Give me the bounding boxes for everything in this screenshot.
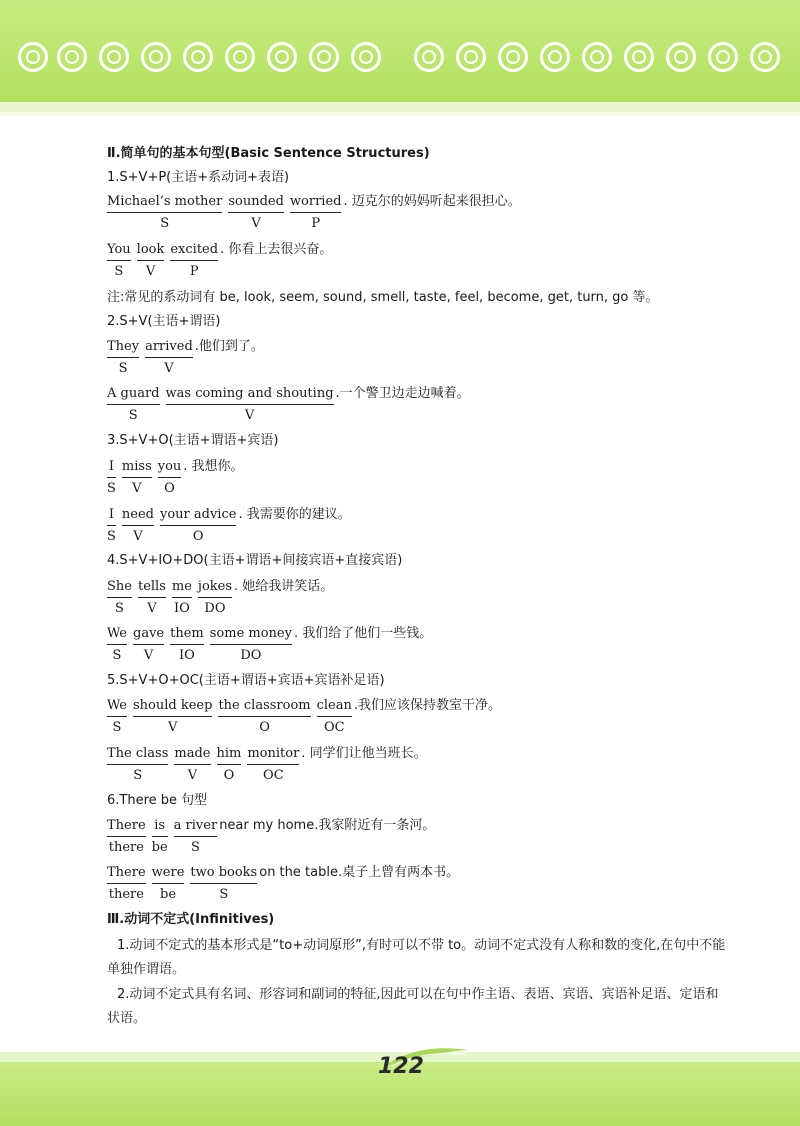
constituent-word: I	[107, 459, 116, 478]
constituent-word: Michael’s mother	[107, 194, 222, 213]
constituent-word: some money	[210, 626, 292, 645]
constituent-label: there	[108, 887, 144, 902]
constituent	[107, 746, 168, 785]
constituent-word: There	[107, 865, 146, 884]
constituent	[107, 242, 131, 281]
constituent-word: a river	[174, 818, 218, 837]
constituent	[172, 579, 192, 618]
constituent	[122, 507, 154, 546]
constituent	[190, 865, 257, 904]
constituent-label: OC	[263, 768, 284, 783]
constituent-word: should keep	[133, 698, 212, 717]
constituent-word: She	[107, 579, 132, 598]
constituent-label: V	[168, 720, 178, 735]
constituent-label: S	[190, 840, 200, 855]
constituent-word: worried	[290, 194, 342, 213]
constituent	[107, 698, 127, 737]
constituent-word: him	[217, 746, 242, 765]
constituent-label: V	[251, 216, 261, 231]
example-2a	[107, 339, 264, 378]
constituent	[166, 386, 334, 425]
constituent	[137, 242, 165, 281]
constituent-label: P	[311, 216, 321, 231]
constituent	[174, 818, 218, 857]
constituent-label: be	[160, 887, 177, 902]
constituent	[133, 698, 212, 737]
example-1a	[107, 194, 521, 233]
constituent	[122, 459, 152, 498]
translation: .我们应该保持教室干净。	[353, 698, 502, 713]
constituent	[145, 339, 193, 378]
example-5b	[107, 746, 427, 785]
constituent	[152, 818, 168, 857]
pattern-6-heading: 6.There be 句型	[107, 793, 208, 808]
constituent-word: sounded	[228, 194, 284, 213]
pattern-5-heading: 5.S+V+O+OC(主语+谓语+宾语+宾语补足语)	[107, 673, 385, 688]
constituent-word: clean	[317, 698, 352, 717]
constituent-word: There	[107, 818, 146, 837]
constituent-word: were	[152, 865, 185, 884]
constituent	[160, 507, 236, 546]
constituent	[170, 626, 204, 665]
constituent-label: V	[133, 529, 143, 544]
constituent-label: S	[160, 216, 170, 231]
translation: . 你看上去很兴奋。	[220, 242, 333, 257]
constituent-label: DO	[204, 601, 226, 616]
translation: . 同学们让他当班长。	[301, 746, 427, 761]
constituent-label: IO	[174, 601, 190, 616]
constituent	[228, 194, 284, 233]
example-3b	[107, 507, 351, 546]
constituent-word: tells	[138, 579, 166, 598]
example-6a	[107, 818, 435, 857]
constituent	[317, 698, 352, 737]
constituent	[158, 459, 182, 498]
constituent-word: need	[122, 507, 154, 526]
constituent-word: miss	[122, 459, 152, 478]
example-3a	[107, 459, 244, 498]
constituent-word: them	[170, 626, 204, 645]
constituent	[107, 865, 146, 904]
constituent	[174, 746, 210, 785]
constituent-label: S	[133, 768, 143, 783]
infinitive-paragraph-2: 2.动词不定式具有名词、形容词和副词的特征,因此可以在句中作主语、表语、宾语、宾语补足语、定语和状语。	[107, 987, 719, 1026]
constituent-label: S	[107, 481, 116, 496]
pattern-2-heading: 2.S+V(主语+谓语)	[107, 314, 221, 329]
constituent-label: S	[128, 408, 138, 423]
constituent-label: O	[223, 768, 235, 783]
translation: .他们到了。	[194, 339, 264, 354]
constituent	[290, 194, 342, 233]
constituent	[198, 579, 232, 618]
constituent-label: S	[118, 361, 128, 376]
translation: . 我们给了他们一些钱。	[293, 626, 433, 641]
constituent	[107, 459, 116, 498]
pattern-4-heading: 4.S+V+IO+DO(主语+谓语+间接宾语+直接宾语)	[107, 553, 403, 568]
constituent	[107, 579, 132, 618]
constituent-label: V	[147, 601, 157, 616]
constituent-label: IO	[179, 648, 195, 663]
constituent-label: P	[189, 264, 199, 279]
constituent-label: S	[114, 264, 124, 279]
example-2b	[107, 386, 470, 425]
constituent	[107, 386, 160, 425]
constituent-word: me	[172, 579, 192, 598]
constituent-word: is	[152, 818, 168, 837]
pattern-3-heading: 3.S+V+O(主语+谓语+宾语)	[107, 433, 279, 448]
example-4b	[107, 626, 432, 665]
pattern-1-heading: 1.S+V+P(主语+系动词+表语)	[107, 170, 290, 185]
constituent-label: S	[112, 720, 122, 735]
section-2-title: Ⅱ.简单句的基本句型(Basic Sentence Structures)	[107, 146, 430, 161]
constituent-label: S	[112, 648, 122, 663]
constituent-word: A guard	[107, 386, 160, 405]
translation: . 我需要你的建议。	[238, 507, 351, 522]
constituent-label: S	[219, 887, 229, 902]
constituent	[107, 194, 222, 233]
constituent-word: I	[107, 507, 116, 526]
constituent	[217, 746, 242, 785]
constituent-word: gave	[133, 626, 164, 645]
linking-verb-note: 注:常见的系动词有 be, look, seem, sound, smell, taste, feel, become, get, turn, go 等。	[107, 290, 659, 305]
constituent-word: They	[107, 339, 139, 358]
example-1b	[107, 242, 332, 281]
constituent-label: V	[244, 408, 255, 423]
constituent-word: the classroom	[218, 698, 310, 717]
constituent	[107, 339, 139, 378]
constituent-label: V	[164, 361, 174, 376]
constituent	[107, 626, 127, 665]
constituent-word: your advice	[160, 507, 236, 526]
constituent-label: V	[187, 768, 198, 783]
constituent-word: We	[107, 698, 127, 717]
constituent-word: arrived	[145, 339, 193, 358]
constituent	[218, 698, 310, 737]
example-6b	[107, 865, 459, 904]
constituent-label: OC	[323, 720, 345, 735]
constituent-word: made	[174, 746, 210, 765]
translation: . 迈克尔的妈妈听起来很担心。	[343, 194, 521, 209]
page-number: 122	[378, 1054, 424, 1079]
translation: . 她给我讲笑话。	[234, 579, 334, 594]
constituent-word: two books	[190, 865, 257, 884]
constituent-word: look	[137, 242, 165, 261]
example-4a	[107, 579, 333, 618]
constituent-label: there	[108, 840, 144, 855]
constituent-label: V	[145, 264, 156, 279]
translation: . 我想你。	[183, 459, 244, 474]
page-number-badge	[360, 1046, 470, 1086]
constituent	[133, 626, 164, 665]
constituent-word: You	[107, 242, 131, 261]
constituent-label: V	[132, 481, 142, 496]
constituent-label: DO	[240, 648, 262, 663]
constituent-word: you	[158, 459, 182, 478]
constituent-label: S	[115, 601, 124, 616]
constituent-label: O	[259, 720, 270, 735]
constituent	[170, 242, 218, 281]
infinitive-paragraph-1: 1.动词不定式的基本形式是“to+动词原形”,有时可以不带 to。动词不定式没有人称和数的变化,在句中不能单独作谓语。	[107, 938, 726, 977]
constituent	[138, 579, 166, 618]
constituent	[107, 507, 116, 546]
constituent-word: was coming and shouting	[166, 386, 334, 405]
constituent	[247, 746, 299, 785]
example-5a	[107, 698, 501, 737]
constituent-label: V	[143, 648, 154, 663]
constituent	[210, 626, 292, 665]
constituent-label: be	[151, 840, 168, 855]
constituent-label: O	[164, 481, 175, 496]
translation: near my home.我家附近有一条河。	[219, 818, 436, 833]
constituent-word: excited	[170, 242, 218, 261]
constituent-label: O	[192, 529, 204, 544]
constituent-word: monitor	[247, 746, 299, 765]
translation: .一个警卫边走边喊着。	[335, 386, 470, 401]
constituent-word: We	[107, 626, 127, 645]
constituent	[152, 865, 185, 904]
constituent	[107, 818, 146, 857]
constituent-label: S	[107, 529, 116, 544]
constituent-word: jokes	[198, 579, 232, 598]
section-3-title: Ⅲ.动词不定式(Infinitives)	[107, 912, 275, 927]
constituent-word: The class	[107, 746, 168, 765]
translation: on the table.桌子上曾有两本书。	[259, 865, 460, 880]
